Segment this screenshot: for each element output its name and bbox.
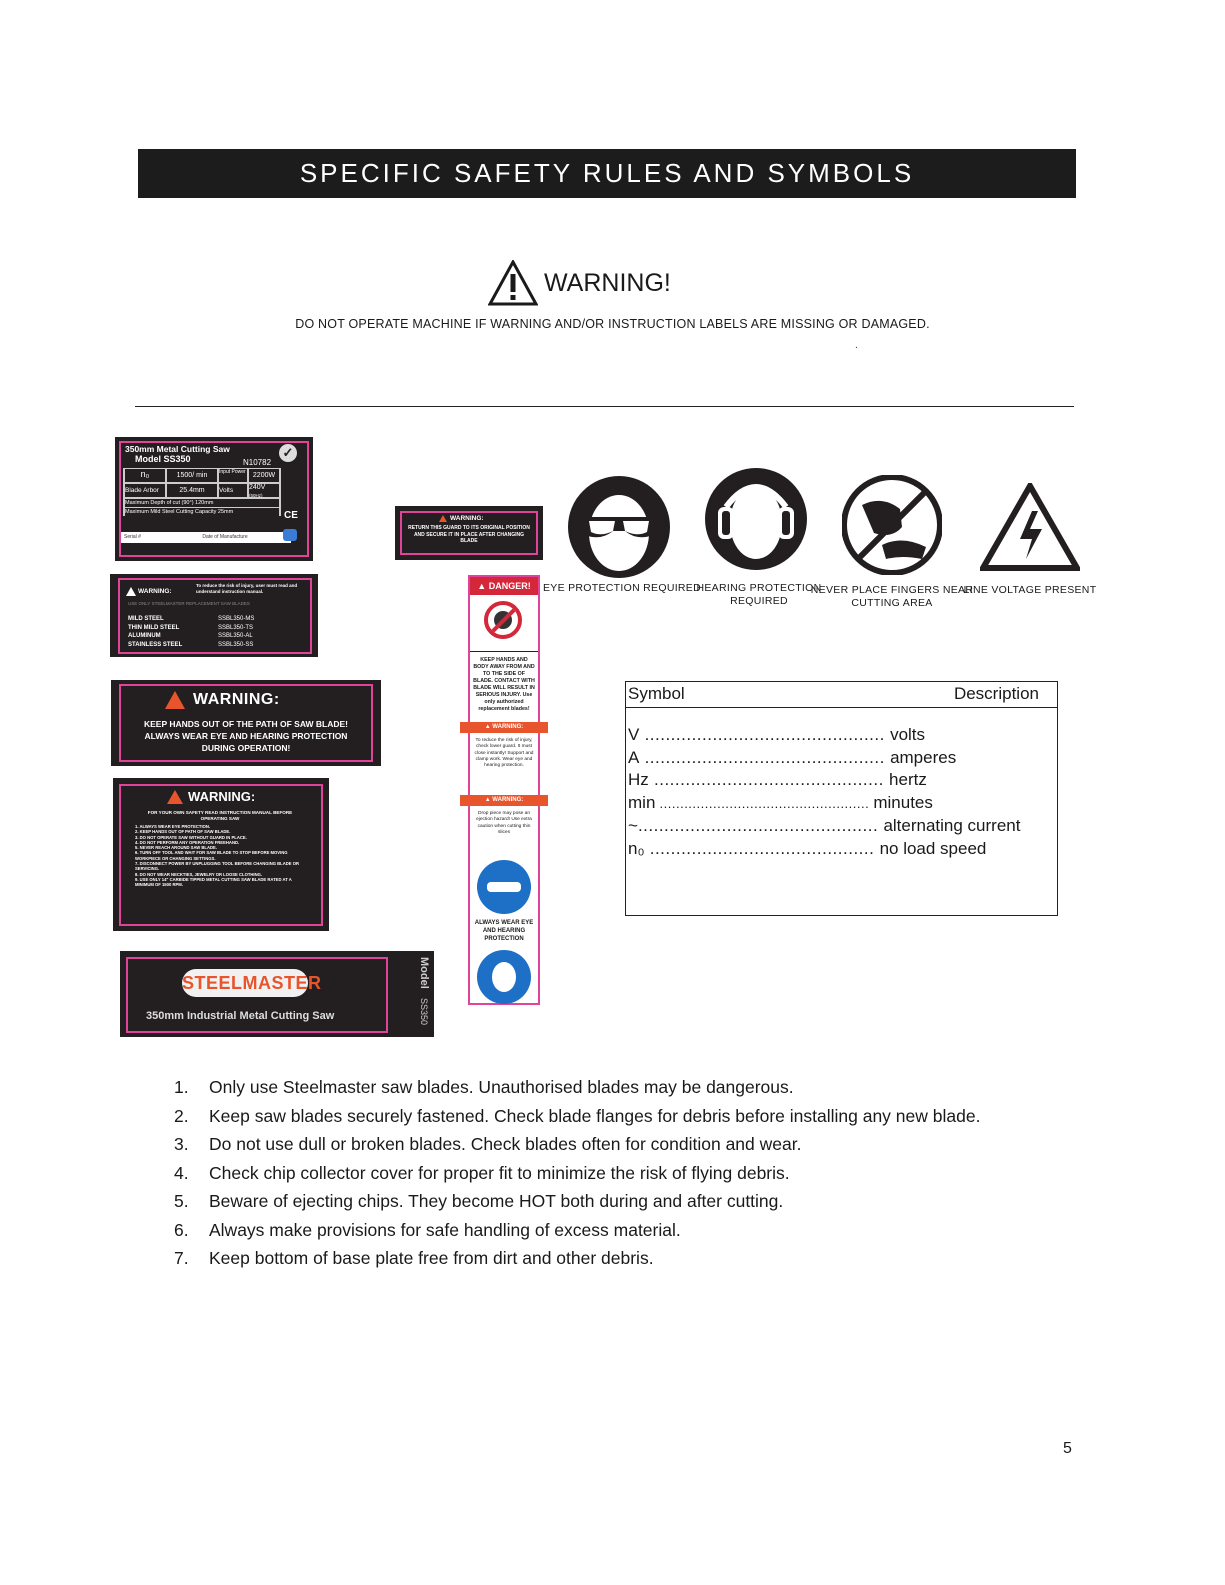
- table-symbol: ~: [628, 816, 638, 835]
- plate-arbor-label: Blade Arbor: [125, 484, 165, 497]
- instruction-item: 9. USE ONLY 14" CARBIDE TIPPED METAL CUTTING SAW BLADE RATED AT A MINIMUM OF 1500 RPM.: [135, 876, 292, 888]
- instruction-intro: FOR YOUR OWN SAFETY READ INSTRUCTION MANUAL BEFORE OPERATING SAW: [147, 810, 293, 821]
- guard-label-text: RETURN THIS GUARD TO ITS ORIGINAL POSITION AND SECURE IT IN PLACE AFTER CHANGING BLADE: [408, 525, 530, 544]
- danger-header: ▲ DANGER!: [470, 577, 538, 595]
- plate-no-label: n₀: [125, 469, 165, 482]
- instruction-item: 5. NEVER REACH AROUND SAW BLADE.: [135, 845, 217, 851]
- rule-text: Always make provisions for safe handling of excess material.: [209, 1219, 681, 1240]
- instruction-item: 7. DISCONNECT POWER BY UNPLUGGING TOOL BEFORE CHANGING BLADE OR SERVICING.: [135, 861, 300, 872]
- blade-row-code: SSBL350-SS: [218, 641, 254, 648]
- danger-text4: ALWAYS WEAR EYE AND HEARING PROTECTION: [474, 920, 534, 942]
- divider: [135, 406, 1074, 407]
- list-item: 1. Only use Steelmaster saw blades. Unauthorised blades may be dangerous.: [174, 1077, 794, 1097]
- ce-mark-icon: CE: [284, 510, 298, 521]
- page-number: 5: [1063, 1440, 1072, 1457]
- plate-date: Date of Manufacture: [202, 534, 248, 540]
- table-row: n₀ ........................................... no load speed: [628, 838, 987, 858]
- rule-text: Keep saw blades securely fastened. Check blade flanges for debris before installing any new blade.: [209, 1105, 981, 1126]
- warning-text: DO NOT OPERATE MACHINE IF WARNING AND/OR INSTRUCTION LABELS ARE MISSING OR DAMAGED.: [295, 317, 930, 331]
- hands-warning-label: [111, 680, 381, 766]
- brand-label: [120, 951, 434, 1037]
- eye-protection-icon: [567, 475, 671, 579]
- table-col-description: Description: [953, 684, 1039, 703]
- instruction-item: 1. ALWAYS WEAR EYE PROTECTION.: [135, 824, 211, 829]
- plate-hz: (50Hz): [249, 493, 263, 498]
- table-description: hertz: [889, 770, 927, 789]
- plate-serial: Serial #: [124, 534, 141, 540]
- rule-text: Only use Steelmaster saw blades. Unauthorised blades may be dangerous.: [209, 1077, 794, 1097]
- table-description: volts: [890, 725, 926, 744]
- blade-row-code: SSBL350-MS: [218, 616, 255, 622]
- instruction-item: 3. DO NOT OPERATE SAW WITHOUT GUARD IN PLACE.: [135, 834, 247, 840]
- danger-warning1: ▲ WARNING:: [460, 722, 548, 733]
- plate-power: 2200W: [249, 469, 279, 482]
- table-row: min ................................................... minutes: [628, 792, 933, 812]
- blade-label-text: To reduce the risk of injury, user must read and understand instruction manual.: [196, 583, 298, 594]
- plate-model: Model SS350: [135, 454, 191, 464]
- fingers-icon: [842, 475, 942, 575]
- warning-triangle-icon: [126, 587, 136, 596]
- symbol-eye-protection: [542, 475, 701, 594]
- list-item: 5. Beware of ejecting chips. They become HOT both during and after cutting.: [174, 1191, 784, 1211]
- guard-label-warning: WARNING:: [450, 515, 484, 522]
- table-description: alternating current: [883, 816, 1021, 835]
- instruction-item: 4. DO NOT PERFORM ANY OPERATION FREEHAND.: [135, 839, 240, 845]
- danger-text2: To reduce the risk of injury, check lower guard. It must close instantly! Support and clamp work. Wear eye and hearing protection.: [474, 738, 534, 769]
- table-description: minutes: [873, 792, 933, 812]
- blade-row-material: ALUMINUM: [128, 633, 161, 639]
- warning-triangle-icon: [167, 790, 183, 804]
- brand-side-code: SS350: [419, 997, 429, 1025]
- instruction-item: 2. KEEP HANDS OUT OF PATH OF SAW BLADE.: [135, 829, 231, 835]
- symbol-fingers: [810, 475, 974, 609]
- check-icon: ✓: [279, 444, 297, 462]
- rule-text: Do not use dull or broken blades. Check blades often for condition and wear.: [209, 1134, 802, 1154]
- plate-volts-box: [249, 484, 279, 497]
- brand-product: 350mm Industrial Metal Cutting Saw: [146, 1010, 335, 1022]
- table-row: V .............................................. volts: [628, 725, 926, 744]
- instruction-label: [113, 778, 329, 931]
- safety-rules-list: [174, 1073, 980, 1273]
- plate-arbor: 25.4mm: [167, 484, 217, 497]
- list-item: 3. Do not use dull or broken blades. Check blades often for condition and wear.: [174, 1134, 802, 1154]
- plate-title: 350mm Metal Cutting Saw: [125, 444, 230, 454]
- hands-label-warning: WARNING:: [193, 691, 280, 708]
- danger-text3: Drop piece may pose an ejection hazard! Use extra caution when cutting thin slices: [476, 811, 532, 835]
- blade-label-note: USE ONLY STEELMASTER REPLACEMENT SAW BLADES: [128, 601, 250, 606]
- eye-protection-icon: [477, 860, 531, 914]
- danger-warning2-text: WARNING:: [492, 797, 524, 803]
- hearing-protection-icon: [704, 467, 808, 571]
- danger-text: DANGER!: [488, 581, 531, 591]
- line-voltage-caption: LINE VOLTAGE PRESENT: [963, 584, 1097, 596]
- plate-volts-label: Volts: [219, 484, 247, 497]
- danger-warning2: ▲ WARNING:: [460, 795, 548, 806]
- table-col-symbol: Symbol: [628, 684, 685, 703]
- list-item: 6. Always make provisions for safe handling of excess material.: [174, 1219, 681, 1240]
- table-symbol: min: [628, 792, 656, 812]
- plate-power-label: Input Power: [219, 469, 247, 482]
- table-description: no load speed: [879, 838, 987, 858]
- list-item: 2. Keep saw blades securely fastened. Check blade flanges for debris before installing any new blade.: [174, 1105, 981, 1126]
- list-item: 7. Keep bottom of base plate free from dirt and other debris.: [174, 1248, 654, 1268]
- certification-icon: [283, 529, 297, 541]
- plate-capacity: Maximum Mild Steel Cutting Capacity 25mm: [125, 508, 279, 516]
- table-row: ~.............................................. alternating current: [628, 816, 1021, 835]
- instruction-item: 8. DO NOT WEAR NECKTIES, JEWELRY OR LOOSE CLOTHING.: [135, 871, 263, 877]
- hands-label-line: DURING OPERATION!: [201, 743, 291, 753]
- warning-heading-text: WARNING!: [544, 268, 671, 297]
- table-symbol: Hz: [628, 770, 649, 789]
- plate-code: N10782: [243, 458, 272, 467]
- warning-triangle-icon: [165, 691, 185, 709]
- warning-heading: [488, 258, 728, 308]
- danger-warning1-text: WARNING:: [492, 724, 524, 730]
- hands-label-line: KEEP HANDS OUT OF THE PATH OF SAW BLADE!: [143, 719, 348, 729]
- hearing-protection-icon: [477, 950, 531, 1004]
- table-symbol: n₀: [628, 838, 645, 858]
- table-row: A .............................................. amperes: [628, 747, 957, 767]
- table-symbol: A: [628, 747, 640, 767]
- rule-text: Beware of ejecting chips. They become HOT both during and after cutting.: [209, 1191, 784, 1211]
- warning-triangle-icon: [439, 515, 447, 522]
- danger-text1: KEEP HANDS AND BODY AWAY FROM AND TO THE SIDE OF BLADE. CONTACT WITH BLADE WILL RESULT IN SERIOUS INJURY. Use only authorized replacement blades!: [473, 657, 535, 712]
- blade-row-material: THIN MILD STEEL: [128, 624, 180, 631]
- symbol-hearing-protection: [696, 467, 822, 607]
- brand-logo: [182, 969, 322, 997]
- line-voltage-icon: [980, 483, 1080, 571]
- instruction-item: 6. TURN OFF TOOL AND WAIT FOR SAW BLADE TO STOP BEFORE MOVING WORKPIECE OR CHANGING SETTINGS.: [135, 850, 288, 861]
- list-item: 4. Check chip collector cover for proper fit to minimize the risk of flying debris.: [174, 1162, 790, 1183]
- eye-protection-caption: EYE PROTECTION REQUIRED: [542, 582, 701, 594]
- rating-plate: [115, 437, 313, 561]
- blade-row-material: MILD STEEL: [128, 616, 164, 622]
- blade-label-warning: WARNING:: [138, 588, 172, 595]
- rule-text: Keep bottom of base plate free from dirt and other debris.: [209, 1248, 654, 1268]
- hands-label-line: ALWAYS WEAR EYE AND HEARING PROTECTION: [144, 731, 348, 741]
- table-header: [626, 682, 1057, 708]
- table-symbol: V: [628, 725, 640, 744]
- page-title: SPECIFIC SAFETY RULES AND SYMBOLS: [138, 149, 1076, 198]
- instruction-label-warning: WARNING:: [188, 789, 256, 804]
- table-row: Hz ............................................ hertz: [628, 770, 927, 789]
- symbol-line-voltage: [963, 483, 1097, 596]
- plate-speed: 1500/ min: [167, 469, 217, 482]
- table-description: amperes: [890, 747, 957, 767]
- brand-name: STEELMASTER: [182, 973, 322, 993]
- rule-text: Check chip collector cover for proper fit to minimize the risk of flying debris.: [209, 1162, 790, 1183]
- warning-triangle-icon: [488, 260, 538, 306]
- symbol-description-table: [625, 681, 1058, 916]
- brand-side-model: Model: [418, 957, 430, 989]
- guard-label: [395, 506, 543, 560]
- blade-label: [110, 574, 318, 657]
- plate-volts: 240V: [249, 484, 266, 491]
- blade-row-code: SSBL350-TS: [218, 624, 254, 631]
- no-hands-icon: [484, 601, 522, 639]
- blade-row-material: STAINLESS STEEL: [128, 641, 183, 648]
- blade-row-code: SSBL350-AL: [218, 633, 253, 639]
- hearing-protection-caption: HEARING PROTECTION REQUIRED: [696, 582, 822, 607]
- plate-depth: Maximum Depth of cut (90°) 120mm: [125, 499, 279, 507]
- fingers-caption: NEVER PLACE FINGERS NEAR CUTTING AREA: [810, 584, 974, 609]
- danger-strip: [468, 575, 540, 1005]
